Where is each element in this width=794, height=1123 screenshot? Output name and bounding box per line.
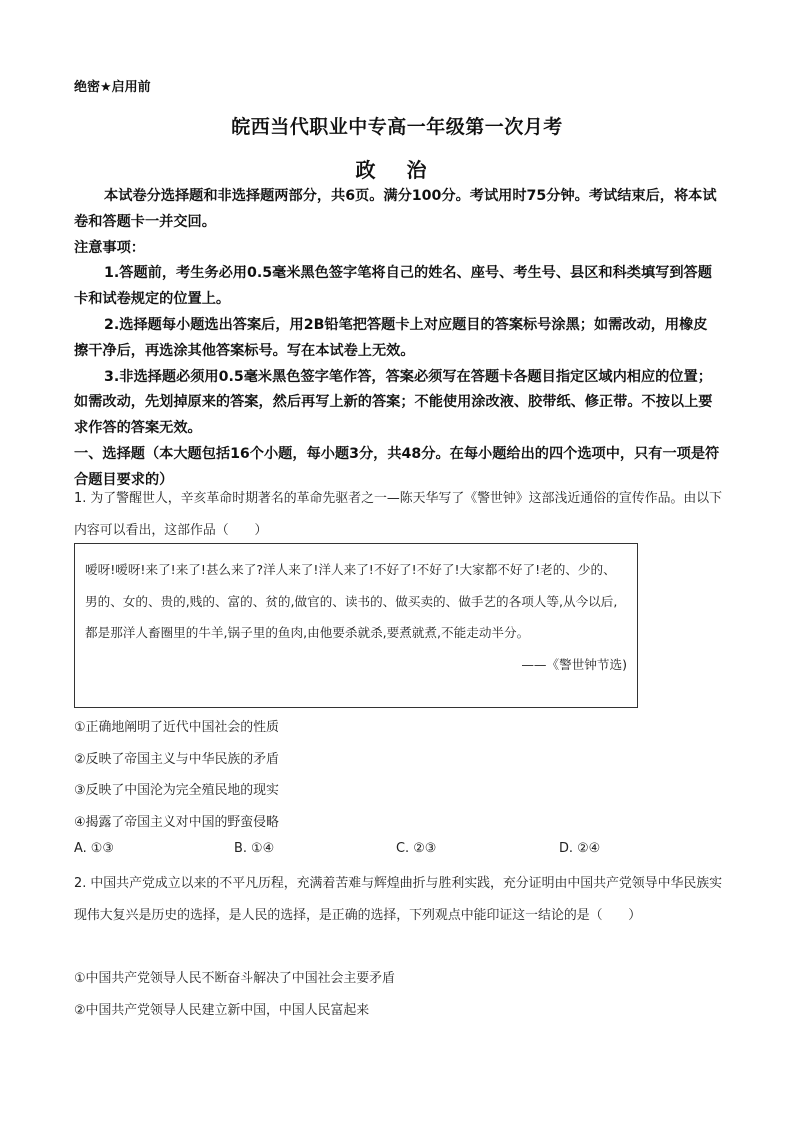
question-2-stem [74, 868, 724, 931]
notes-heading: 注意事项： [74, 239, 145, 256]
secret-mark: 绝密★启用前 [74, 80, 151, 95]
question-1-stem [74, 483, 724, 546]
quote-box [74, 543, 638, 708]
note-3: 3.非选择题必须用0.5毫米黑色签字笔作答，答案必须写在答题卡各题目指定区域内相应的位置；如需改动，先划掉原来的答案，然后再写上新的答案；不能使用涂改液、胶带纸、修正带。不按以上要求作答的答案无效。 [74, 368, 713, 437]
note-2: 2.选择题每小题选出答案后，用2B铅笔把答题卡上对应题目的答案标号涂黑；如需改动，用橡皮擦干净后，再选涂其他答案标号。写在本试卷上无效。 [74, 316, 708, 359]
question-2-options [74, 963, 724, 1026]
choice-d[interactable]: D. ②④ [559, 841, 601, 856]
option-2: ②反映了帝国主义与中华民族的矛盾 [74, 751, 279, 767]
note-1: 1.答题前，考生务必用0.5毫米黑色签字笔将自己的姓名、座号、考生号、县区和科类填写到答题卡和试卷规定的位置上。 [74, 265, 712, 308]
subject-title: 政 治 [355, 158, 439, 182]
question-2-text: 2. 中国共产党成立以来的不平凡历程，充满着苦难与辉煌曲折与胜利实践，充分证明由中国共产党领导中华民族实现伟大复兴是历史的选择，是人民的选择，是正确的选择，下列观点中能印证这一结论的是（ ） [74, 876, 723, 923]
option-3: ③反映了中国沦为完全殖民地的现实 [74, 783, 279, 798]
option-1: ①正确地阐明了近代中国社会的性质 [74, 720, 279, 735]
question-1-choices [74, 841, 724, 865]
option-4: ④揭露了帝国主义对中国的野蛮侵略 [74, 814, 279, 830]
quote-text: 嗳呀!嗳呀!来了!来了!甚么来了?洋人来了!洋人来了!不好了!不好了!大家都不好了!老的、少的、男的、女的、贵的,贱的、富的、贫的,做官的、读书的、做买卖的、做手艺的各项人等,从今以后,都是那洋人畜圈里的牛羊,锅子里的鱼肉,由他要杀就杀,要煮就煮,不能走动半分。 [85, 562, 618, 640]
q2-option-2: ②中国共产党领导人民建立新中国，中国人民富起来 [74, 1002, 370, 1018]
choice-a[interactable]: A. ①③ [74, 841, 114, 856]
q2-option-1: ①中国共产党领导人民不断奋斗解决了中国社会主要矛盾 [74, 971, 395, 986]
exam-title: 皖西当代职业中专高一年级第一次月考 [231, 116, 563, 138]
question-1-text: 1. 为了警醒世人，辛亥革命时期著名的革命先驱者之一—陈天华写了《警世钟》这部浅近通俗的宣传作品。由以下内容可以看出，这部作品（ ） [74, 491, 723, 538]
intro-text: 本试卷分选择题和非选择题两部分，共6页。满分100分。考试用时75分钟。考试结束后，将本试卷和答题卡一并交回。 [74, 188, 717, 230]
choice-c[interactable]: C. ②③ [396, 841, 437, 856]
section-heading: 一、选择题（本大题包括16个小题，每小题3分，共48分。在每小题给出的四个选项中，只有一项是符合题目要求的） [74, 445, 720, 488]
choice-b[interactable]: B. ①④ [234, 841, 275, 856]
instructions [74, 184, 720, 494]
quote-source: ——《警世钟节选) [521, 656, 627, 672]
question-1-options [74, 712, 724, 838]
